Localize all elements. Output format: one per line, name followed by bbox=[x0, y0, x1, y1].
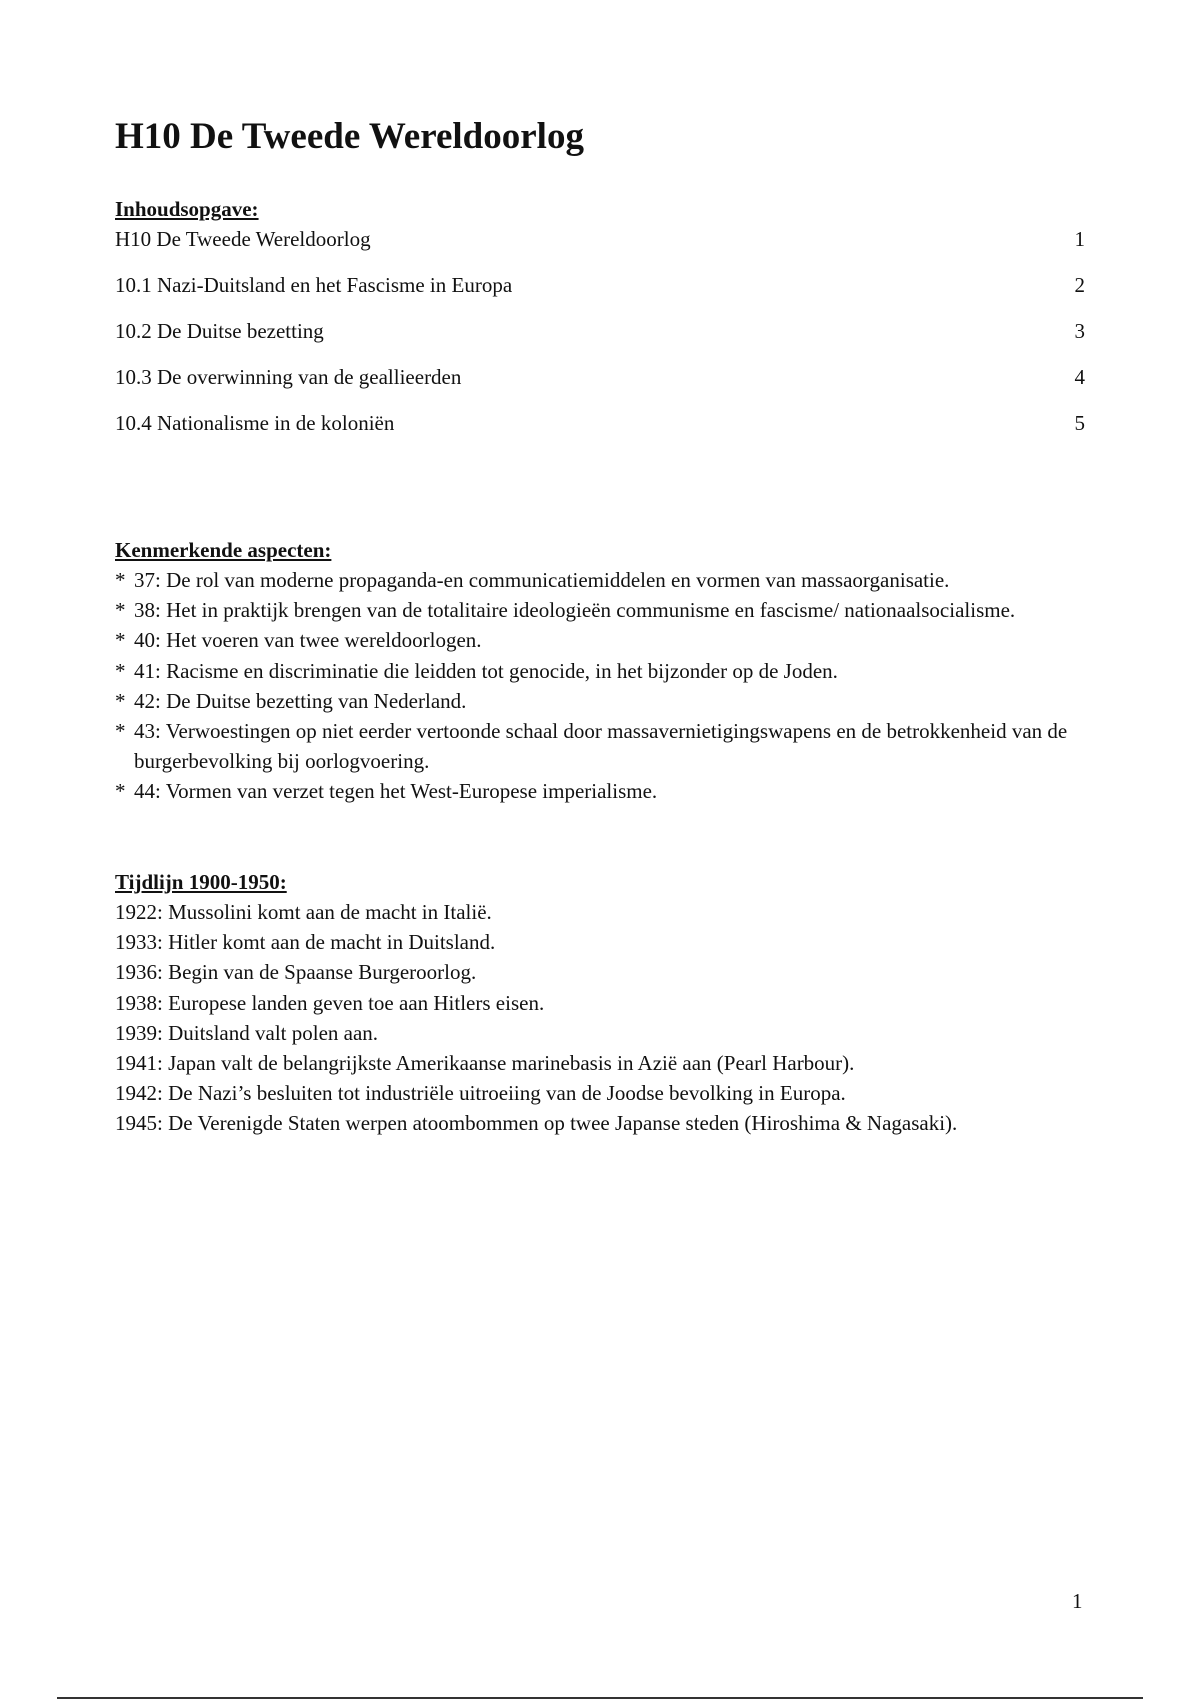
characteristic-aspects bbox=[115, 535, 1105, 807]
timeline-item: 1942: De Nazi’s besluiten tot industriële uitroeiing van de Joodse bevolking in Europa. bbox=[115, 1081, 846, 1106]
toc-entry-label: 10.3 De overwinning van de geallieerden bbox=[115, 365, 462, 389]
bullet-asterisk: * bbox=[115, 688, 126, 713]
timeline-item: 1933: Hitler komt aan de macht in Duitsland. bbox=[115, 930, 496, 955]
bullet-asterisk: * bbox=[115, 658, 126, 683]
aspect-item bbox=[115, 565, 1105, 595]
timeline-item: 1945: De Verenigde Staten werpen atoombommen op twee Japanse steden (Hiroshima & Nagasaki). bbox=[115, 1111, 958, 1136]
aspects-heading: Kenmerkende aspecten: bbox=[115, 538, 332, 562]
bullet-asterisk: * bbox=[115, 628, 126, 653]
toc-heading: Inhoudsopgave: bbox=[115, 197, 259, 221]
aspect-item bbox=[115, 776, 1105, 806]
aspect-text: 38: Het in praktijk brengen van de totalitaire ideologieën communisme en fascisme/ nationaalsocialisme. bbox=[134, 598, 1016, 623]
timeline-list bbox=[115, 897, 1115, 1139]
table-of-contents bbox=[115, 194, 1085, 454]
aspect-item bbox=[115, 686, 1105, 716]
toc-entry-page: 5 bbox=[1074, 411, 1085, 435]
toc-entry[interactable] bbox=[115, 270, 1085, 316]
timeline-heading: Tijdlijn 1900-1950: bbox=[115, 870, 287, 894]
footer-divider bbox=[57, 1697, 1143, 1699]
aspect-item bbox=[115, 595, 1105, 625]
page-title: H10 De Tweede Wereldoorlog bbox=[115, 116, 584, 157]
aspect-list bbox=[115, 565, 1105, 807]
toc-entry-page: 3 bbox=[1074, 319, 1085, 343]
bullet-asterisk: * bbox=[115, 719, 126, 744]
toc-entry-page: 4 bbox=[1074, 365, 1085, 389]
aspect-text: 40: Het voeren van twee wereldoorlogen. bbox=[134, 628, 482, 653]
toc-entry-label: 10.1 Nazi-Duitsland en het Fascisme in Europa bbox=[115, 273, 513, 297]
toc-list bbox=[115, 224, 1085, 454]
timeline-item: 1922: Mussolini komt aan de macht in Italië. bbox=[115, 900, 492, 924]
toc-entry-label: 10.4 Nationalisme in de koloniën bbox=[115, 411, 395, 435]
timeline-item: 1936: Begin van de Spaanse Burgeroorlog. bbox=[115, 960, 477, 985]
toc-entry-page: 1 bbox=[1074, 227, 1085, 251]
aspect-text: 42: De Duitse bezetting van Nederland. bbox=[134, 688, 467, 713]
bullet-asterisk: * bbox=[115, 568, 126, 592]
timeline bbox=[115, 867, 1115, 1139]
aspect-item bbox=[115, 625, 1105, 655]
bullet-asterisk: * bbox=[115, 779, 126, 804]
bullet-asterisk: * bbox=[115, 598, 126, 623]
aspect-text: 37: De rol van moderne propaganda-en communicatiemiddelen en vormen van massaorganisatie. bbox=[134, 568, 950, 592]
aspect-text: 43: Verwoestingen op niet eerder vertoonde schaal door massavernietigingswapens en de betrokkenheid van de burgerbevolking bij oorlogvoering. bbox=[134, 719, 1068, 774]
aspect-text: 44: Vormen van verzet tegen het West-Europese imperialisme. bbox=[134, 779, 658, 804]
aspect-item bbox=[115, 656, 1105, 686]
toc-entry[interactable] bbox=[115, 224, 1085, 270]
aspect-text: 41: Racisme en discriminatie die leidden tot genocide, in het bijzonder op de Joden. bbox=[134, 658, 838, 683]
aspect-item bbox=[115, 716, 1105, 776]
timeline-item: 1939: Duitsland valt polen aan. bbox=[115, 1020, 379, 1045]
toc-entry-page: 2 bbox=[1074, 273, 1085, 297]
timeline-item: 1938: Europese landen geven toe aan Hitlers eisen. bbox=[115, 990, 545, 1015]
toc-entry-label: H10 De Tweede Wereldoorlog bbox=[115, 227, 371, 251]
timeline-item: 1941: Japan valt de belangrijkste Amerikaanse marinebasis in Azië aan (Pearl Harbour). bbox=[115, 1051, 855, 1076]
toc-entry-label: 10.2 De Duitse bezetting bbox=[115, 319, 324, 343]
toc-entry[interactable] bbox=[115, 408, 1085, 454]
toc-entry[interactable] bbox=[115, 316, 1085, 362]
toc-entry[interactable] bbox=[115, 362, 1085, 408]
page-number: 1 bbox=[1072, 1589, 1083, 1613]
